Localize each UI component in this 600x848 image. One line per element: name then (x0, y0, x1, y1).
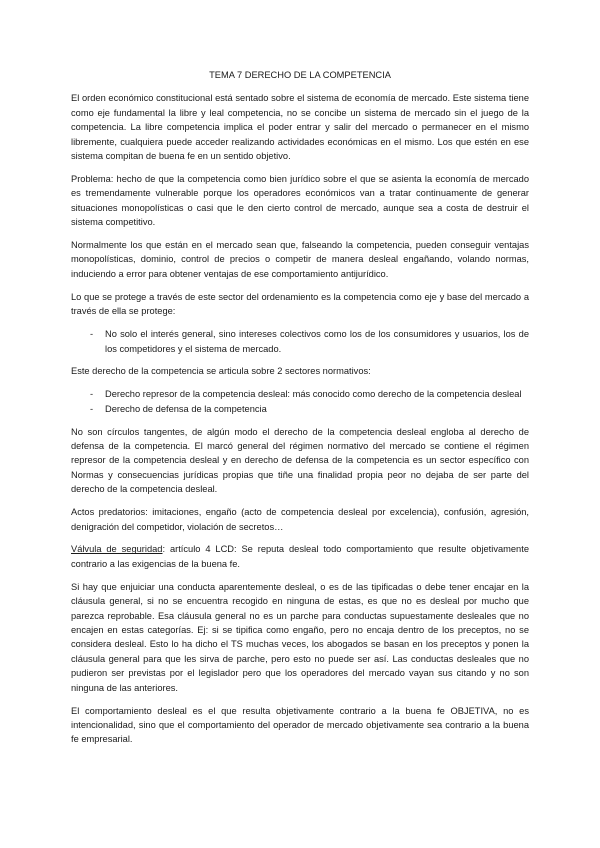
paragraph-valvula (71, 542, 529, 571)
list-item-text: Derecho de defensa de la competencia (105, 403, 267, 414)
valvula-text: : artículo 4 LCD: Se reputa desleal todo comportamiento que resulte objetivamente contrario a las exigencias de la buena fe. (71, 544, 529, 569)
page-title: TEMA 7 DERECHO DE LA COMPETENCIA (209, 70, 391, 80)
paragraph-circulos: No son círculos tangentes, de algún modo el derecho de la competencia desleal engloba al derecho de defensa de la competencia. El marcó general del régimen normativo del mercado se contiene el régimen represor de la competencia desleal y en derecho de defensa de la competencia es un sector específico con Normas y consecuencias jurídicas propias que tiñe una finalidad propia peor no dejaba de ser parte del derecho de la competencia desleal. (71, 426, 529, 495)
dash-bullet: - (90, 403, 94, 414)
list-protected-interests (71, 327, 529, 356)
paragraph-enjuiciar: Si hay que enjuiciar una conducta aparentemente desleal, o es de las tipificadas o debe tener encajar en la cláusula general, si no se encuentra recogido en ninguna de estas, es que no es desleal por mucho que parezca reprobable. Esa cláusula general no es un parche para conductas supuestamente desleales que no encajen en estas categorías. Ej: si se tipifica como engaño, pero no encaja dentro de los preceptos, no se considera desleal. Esto lo ha dicho el TS muchas veces, los abogados se basan en los preceptos y ponen la cláusula general para que les sirva de parche, pero esto no puede ser así. Las conductas desleales que no pudieron ser previstas por el legislador pero que los operadores del mercado vayan sus citando y no son ninguna de las anteriores. (71, 581, 529, 693)
paragraph-intro: El orden económico constitucional está sentado sobre el sistema de economía de mercado. Este sistema tiene como eje fundamental la libre y leal competencia, no se concibe un sistema de mercado sin el juego de la competencia. La libre competencia implica el poder entrar y salir del mercado o permanecer en el mismo libremente, cualquiera puede acceder realizando actividades económicas en el mismo. Los que estén en ese sistema compitan de buena fe en un sentido objetivo. (71, 93, 529, 162)
dash-bullet: - (90, 329, 94, 340)
list-item (71, 327, 529, 356)
list-item-text: No solo el interés general, sino intereses colectivos como los de los consumidores y usuarios, los de los competidores y el sistema de mercado. (105, 329, 529, 354)
paragraph-problema: Problema: hecho de que la competencia como bien jurídico sobre el que se asienta la economía de mercado es tremendamente vulnerable porque los operadores económicos van a tratar continuamente de generar situaciones monopolísticas o casi que le den cierto control de mercado, aunque sea a costa de destruir el sistema competitivo. (71, 173, 529, 228)
valvula-label: Válvula de seguridad (71, 544, 163, 555)
paragraph-normalmente: Normalmente los que están en el mercado sean que, falseando la competencia, pueden conseguir ventajas monopolísticas, dominio, control de precios o competir de manera desleal engañando, volando normas, induciendo a error para obtener ventajas de ese comportamiento antijurídico. (71, 240, 529, 279)
list-item-text: Derecho represor de la competencia desleal: más conocido como derecho de la competencia desleal (105, 389, 522, 400)
list-item (71, 387, 529, 401)
paragraph-sectores: Este derecho de la competencia se articula sobre 2 sectores normativos: (71, 366, 371, 377)
dash-bullet: - (90, 389, 94, 400)
paragraph-protege: Lo que se protege a través de este sector del ordenamiento es la competencia como eje y base del mercado a través de ella se protege: (71, 291, 529, 317)
paragraph-comportamiento-desleal: El comportamiento desleal es el que resulta objetivamente contrario a la buena fe OBJETIVA, no es intencionalidad, sino que el comportamiento del operador de mercado objetivamente sea contrario a la buena fe empresarial. (71, 705, 529, 745)
list-normative-sectors (71, 387, 529, 416)
list-item (71, 402, 529, 416)
paragraph-actos-predatorios: Actos predatorios: imitaciones, engaño (acto de competencia desleal por excelencia), confusión, agresión, denigración del competidor, violación de secretos… (71, 507, 529, 532)
